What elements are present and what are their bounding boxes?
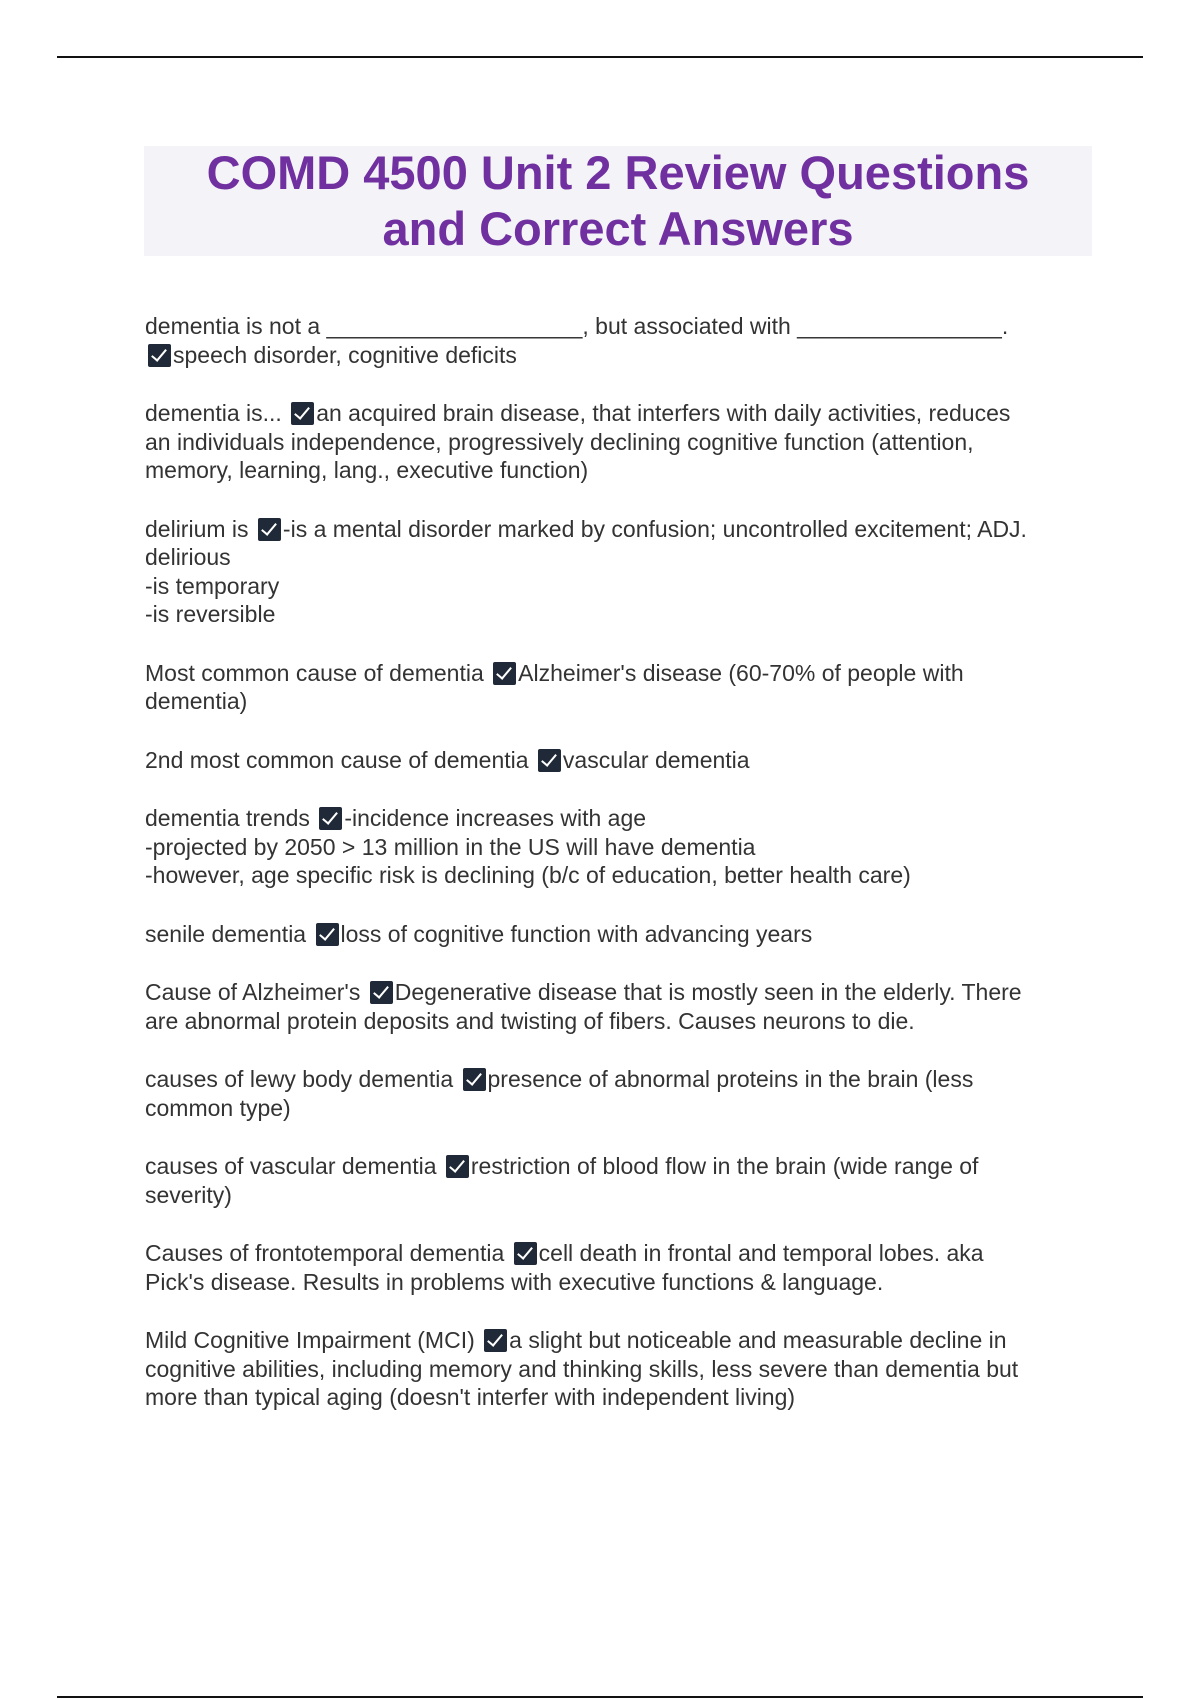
qa-line bbox=[145, 312, 1085, 341]
check-icon bbox=[514, 1242, 537, 1265]
check-icon bbox=[446, 1155, 469, 1178]
qa-line bbox=[145, 1181, 1085, 1210]
qa-line bbox=[145, 1239, 1085, 1268]
qa-line bbox=[145, 1094, 1085, 1123]
qa-text: severity) bbox=[145, 1181, 232, 1208]
qa-line bbox=[145, 687, 1085, 716]
qa-text: causes of vascular dementia bbox=[145, 1153, 443, 1179]
qa-text: Cause of Alzheimer's bbox=[145, 979, 367, 1005]
qa-item bbox=[145, 515, 1085, 629]
qa-text: cognitive abilities, including memory and thinking skills, less severe than dementia but bbox=[145, 1355, 1019, 1382]
qa-item bbox=[145, 1152, 1085, 1209]
qa-line bbox=[145, 861, 1085, 890]
qa-answer-text: a slight but noticeable and measurable decline in bbox=[509, 1327, 1007, 1353]
qa-line bbox=[145, 1268, 1085, 1297]
qa-text: dementia is not a ____________________, but associated with ________________. bbox=[145, 313, 1009, 339]
title-banner bbox=[144, 146, 1092, 256]
qa-line bbox=[145, 515, 1085, 544]
qa-line bbox=[145, 920, 1085, 949]
qa-item bbox=[145, 804, 1085, 890]
qa-line bbox=[145, 746, 1085, 775]
qa-line bbox=[145, 1065, 1085, 1094]
qa-line bbox=[145, 600, 1085, 629]
qa-line bbox=[145, 456, 1085, 485]
qa-text: -projected by 2050 > 13 million in the US will have dementia bbox=[145, 833, 756, 860]
qa-line bbox=[145, 572, 1085, 601]
qa-line bbox=[145, 341, 1085, 370]
check-icon bbox=[291, 402, 314, 425]
page-title-line-1: COMD 4500 Unit 2 Review Questions bbox=[206, 146, 1030, 199]
qa-text: memory, learning, lang., executive function) bbox=[145, 457, 589, 483]
qa-text: -is temporary bbox=[145, 572, 280, 599]
qa-answer-text: -incidence increases with age bbox=[344, 805, 647, 831]
check-icon bbox=[258, 518, 281, 541]
qa-item bbox=[145, 659, 1085, 716]
qa-text: more than typical aging (doesn't interfer with independent living) bbox=[145, 1384, 796, 1410]
qa-text: an individuals independence, progressively declining cognitive function (attention, bbox=[145, 428, 974, 455]
qa-line bbox=[145, 659, 1085, 688]
qa-text: dementia) bbox=[145, 688, 248, 714]
qa-item bbox=[145, 978, 1085, 1035]
qa-list bbox=[145, 312, 1085, 1442]
bottom-rule bbox=[57, 1696, 1143, 1698]
check-icon bbox=[484, 1329, 507, 1352]
qa-text: causes of lewy body dementia bbox=[145, 1066, 460, 1092]
qa-answer-text: cell death in frontal and temporal lobes. aka bbox=[538, 1240, 984, 1266]
qa-line bbox=[145, 1383, 1085, 1412]
check-icon bbox=[370, 981, 393, 1004]
qa-line bbox=[145, 978, 1085, 1007]
qa-text: Mild Cognitive Impairment (MCI) bbox=[145, 1327, 482, 1353]
qa-text: dementia trends bbox=[145, 805, 317, 831]
check-icon bbox=[148, 344, 171, 367]
qa-answer-text: Alzheimer's disease (60-70% of people with bbox=[518, 659, 964, 686]
qa-item bbox=[145, 399, 1085, 485]
qa-item bbox=[145, 1065, 1085, 1122]
qa-item bbox=[145, 1239, 1085, 1296]
qa-text: Most common cause of dementia bbox=[145, 659, 491, 686]
qa-item bbox=[145, 746, 1085, 775]
qa-answer-text: vascular dementia bbox=[562, 746, 750, 773]
qa-item bbox=[145, 920, 1085, 949]
qa-line bbox=[145, 833, 1085, 862]
qa-text: 2nd most common cause of dementia bbox=[145, 746, 535, 773]
qa-answer-text: loss of cognitive function with advancing years bbox=[340, 920, 813, 947]
qa-item bbox=[145, 1326, 1085, 1412]
qa-text: common type) bbox=[145, 1094, 291, 1121]
check-icon bbox=[493, 662, 516, 685]
qa-text: dementia is... bbox=[145, 400, 289, 426]
qa-text: Causes of frontotemporal dementia bbox=[145, 1240, 511, 1266]
top-rule bbox=[57, 56, 1143, 58]
qa-answer-text: speech disorder, cognitive deficits bbox=[173, 341, 517, 368]
qa-answer-text: Degenerative disease that is mostly seen in the elderly. There bbox=[394, 979, 1022, 1005]
qa-text: Pick's disease. Results in problems with executive functions & language. bbox=[145, 1268, 884, 1295]
qa-line bbox=[145, 428, 1085, 457]
check-icon bbox=[319, 807, 342, 830]
qa-answer-text: presence of abnormal proteins in the brain (less bbox=[487, 1066, 974, 1092]
qa-line bbox=[145, 1007, 1085, 1036]
qa-text: delirious bbox=[145, 544, 231, 570]
check-icon bbox=[538, 749, 561, 772]
qa-item bbox=[145, 312, 1085, 369]
qa-answer-text: -is a mental disorder marked by confusion; uncontrolled excitement; ADJ. bbox=[282, 515, 1027, 542]
qa-line bbox=[145, 1355, 1085, 1384]
qa-text: -is reversible bbox=[145, 601, 276, 627]
qa-line bbox=[145, 399, 1085, 428]
qa-answer-text: restriction of blood flow in the brain (wide range of bbox=[470, 1153, 979, 1179]
qa-line bbox=[145, 804, 1085, 833]
qa-text: are abnormal protein deposits and twisting of fibers. Causes neurons to die. bbox=[145, 1007, 915, 1034]
qa-line bbox=[145, 1326, 1085, 1355]
qa-text: delirium is bbox=[145, 515, 255, 542]
qa-text: senile dementia bbox=[145, 920, 313, 947]
qa-line bbox=[145, 543, 1085, 572]
qa-text: -however, age specific risk is declining (b/c of education, better health care) bbox=[145, 862, 911, 888]
page-title-line-2: and Correct Answers bbox=[382, 202, 854, 255]
qa-answer-text: an acquired brain disease, that interfers with daily activities, reduces bbox=[316, 400, 1011, 426]
check-icon bbox=[316, 923, 339, 946]
check-icon bbox=[463, 1068, 486, 1091]
qa-line bbox=[145, 1152, 1085, 1181]
